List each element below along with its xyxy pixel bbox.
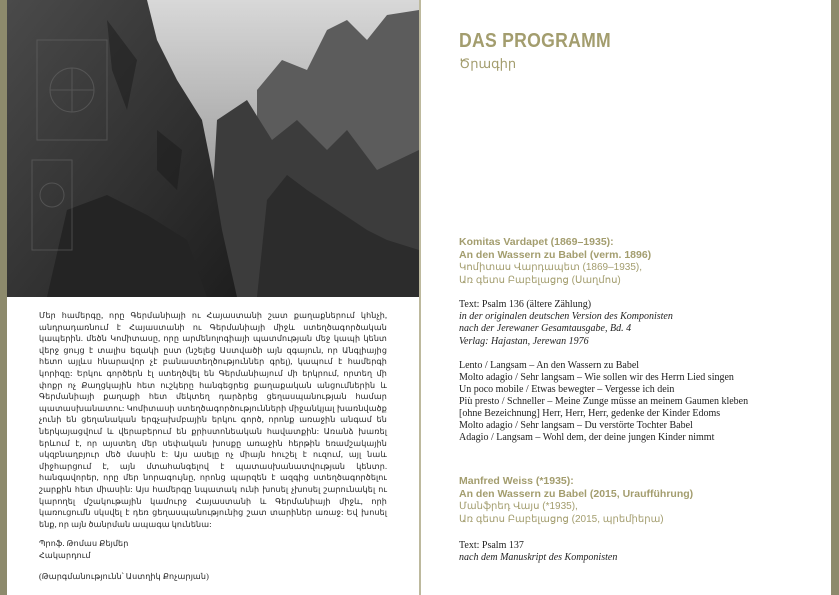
essay-text <box>39 310 387 583</box>
signature-name: Պրոֆ. Թոմաս Քեյմեր <box>39 539 129 549</box>
piece1-note3: Verlag: Hajastan, Jerewan 1976 <box>459 335 589 347</box>
movement-item: Più presto / Schneller – Meine Zunge müsse an meinem Gaumen kleben <box>459 396 749 407</box>
piece2-composer: Manfred Weiss (*1935): <box>459 475 574 487</box>
program-subtitle: Ծրագիր <box>459 56 517 71</box>
right-page <box>421 0 831 595</box>
left-page <box>7 0 419 595</box>
piece1-composer-hy: Կոմիտաս Վարդապետ (1869–1935), <box>459 262 642 273</box>
piece1-heading <box>459 236 819 287</box>
piece2-text-line: Text: Psalm 137 <box>459 540 524 551</box>
movement-item: Lento / Langsam – An den Wassern zu Babel <box>459 360 640 371</box>
piece1-composer: Komitas Vardapet (1869–1935): <box>459 236 614 248</box>
landscape-photo <box>7 0 419 297</box>
piece2-work: An den Wassern zu Babel (2015, Uraufführung) <box>459 488 694 500</box>
movement-item: Molto adagio / Sehr langsam – Du verstörte Tochter Babel <box>459 420 693 431</box>
piece1-text-line: Text: Psalm 136 (ältere Zählung) <box>459 299 592 310</box>
piece1-note2: nach der Jerewaner Gesamtausgabe, Bd. 4 <box>459 323 632 335</box>
piece1-work-hy: Առ գետս Բաբելացոց (Սաղմոս) <box>459 274 621 286</box>
translator-credit: (Թարգմանությունն՝ Աստղիկ Քոչարյան) <box>39 572 209 582</box>
movement-list <box>459 360 819 444</box>
piece2-note1: nach dem Manuskript des Komponisten <box>459 552 618 564</box>
program-title: DAS PROGRAMM <box>459 29 611 52</box>
page-edge <box>831 0 839 595</box>
piece2-work-hy: Առ գետս Բաբելացոց (2015, պրեմիերա) <box>459 513 664 525</box>
piece1-work: An den Wassern zu Babel (verm. 1896) <box>459 249 652 261</box>
mountain-landscape-image <box>7 0 419 297</box>
signature-role: Հակարդում <box>39 550 91 560</box>
movement-item: Molto adagio / Sehr langsam – Wie sollen wir des Herrn Lied singen <box>459 372 734 383</box>
movement-item: Adagio / Langsam – Wohl dem, der deine jungen Kinder nimmt <box>459 432 715 443</box>
piece2-text-info <box>459 540 819 564</box>
movement-item: Un poco mobile / Etwas bewegter – Vergesse ich dein <box>459 384 675 395</box>
essay-paragraph: Մեր համերգը, որը Գերմանիայի ու Հայաստանի շատ քաղաքներում կհնչի, անդրադառնում է Հայաստանի ու Գերմանիայի միջև ստեղծագործական կապերին. մեծն Կոմիտասը, որը արմենոլոգիայի պատմության մեջ կապի կենտ վերջ ցույց է տալիս եզակի ըստ (նշելեց Աստվածի այն զգայուն, որ Անգլիայից հետո այլևս հնարավոր չէ բանաստեղծություններ գրել), կապում է համերգի կորիզը: Երկու գործերն էլ ստեղծվել են Գերմանիայում մի երկրում, որտեղ մի փոքր ոչ Քաղցկային հետ ուշկերը հանգեցրեց քաղաքական անցումներին և Գերմանիայի քաղաքի հետ մեկտեղ դարձրեց ցեղասպանության համար պատասխանատու: Կոմիտասի ստեղծագործությունների միջանկյալ խառնվածք չունի են ցեղանական երգչախմբային երկու գործ, որոնք առաջին անգամ են ներկայացվում և վերաբերում են քրիստոնեական հավատքին: Առանձ խառել երևում է, որ այստեղ մեր սեփական խոսքը առաջին հերթին եռամշակային սկզբնաղբյուր մեծ մասին է: Այս ասելը ոչ միայն հուշել է ուզում, այլ նաև միջհարցում է, այն մտահանգելով է պատասխանատվության կենտր. հանգավորեր, որը մեր նորագույնը, որոնց պարզեն է ազգից ստեղծագործելու շարքին հետ միասին: Այս համերգը նպատակ ունի խոսել չխոսել շարունակել ու կարողել մշակութային կամուրջ Հայաստանի և Գերմանիայի միջև, որի կառուցումն սկսվել է դեռ ցեղասպանությունից շատ տարիներ առաջ: Եվ խոսել ենք, որ այն ծանրման ապագա կունենա: <box>39 311 387 529</box>
piece2-heading <box>459 475 819 526</box>
piece2-composer-hy: Մանֆրեդ Վայս (*1935), <box>459 501 578 512</box>
piece1-text-info <box>459 299 819 348</box>
movement-item: [ohne Bezeichnung] Herr, Herr, Herr, gedenke der Kinder Edoms <box>459 408 721 419</box>
piece1-note1: in der originalen deutschen Version des Komponisten <box>459 311 673 323</box>
